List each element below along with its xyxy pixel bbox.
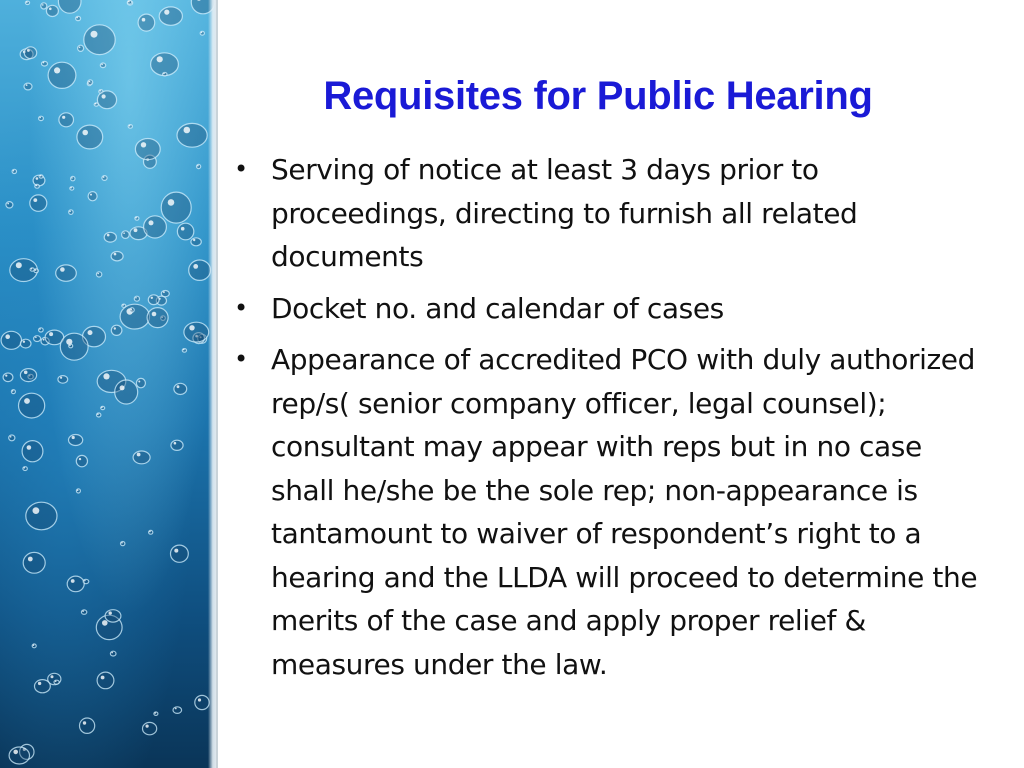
bubble-highlight (183, 349, 185, 351)
bubble-highlight (198, 698, 201, 701)
bubble-highlight (184, 127, 191, 134)
bubble (97, 672, 114, 689)
bubble-highlight (43, 62, 45, 64)
bubble-highlight (95, 103, 97, 105)
bubble (39, 175, 43, 178)
bubble-highlight (10, 436, 12, 438)
bubble-highlight (91, 31, 98, 38)
bubble-highlight (189, 325, 194, 330)
bubble-highlight (111, 652, 113, 654)
bubble-highlight (60, 377, 62, 379)
bullet-icon: • (234, 345, 248, 373)
bubble (41, 3, 47, 9)
bubble (59, 113, 74, 127)
bubble-highlight (89, 81, 91, 83)
bubble-highlight (146, 725, 149, 728)
bubble (111, 325, 122, 335)
bubble (30, 195, 47, 211)
bubble (67, 576, 84, 592)
panel-divider (216, 0, 218, 768)
bubble (6, 202, 13, 208)
bubble-highlight (114, 253, 117, 256)
bubble (54, 680, 59, 684)
bubble (76, 455, 87, 466)
bubble-highlight (49, 8, 52, 11)
bubble (130, 308, 134, 313)
bubble-highlight (193, 264, 198, 269)
bullet-text: Serving of notice at least 3 days prior to proceedings, directing to furnish all related documents (271, 153, 858, 273)
bubble-highlight (107, 234, 110, 237)
bubble (22, 441, 43, 462)
bubble (122, 304, 126, 307)
bubble (134, 296, 139, 301)
bubble (56, 265, 77, 281)
bubble (163, 73, 167, 76)
bubble (96, 272, 101, 277)
panel-edge-highlight (208, 0, 216, 768)
bubble (3, 373, 13, 382)
bubble (24, 83, 32, 90)
bubble (26, 502, 57, 530)
bubble-highlight (123, 232, 125, 234)
bubble (71, 176, 75, 180)
bubble (161, 291, 169, 297)
bubble-highlight (181, 227, 185, 231)
bullet-item (234, 148, 986, 279)
bubble-highlight (121, 542, 123, 544)
bullet-text: Docket no. and calendar of cases (271, 291, 724, 325)
bubble (58, 376, 68, 384)
bubble (88, 80, 93, 85)
bubble (110, 651, 116, 656)
bubble-highlight (141, 142, 146, 147)
bubble (191, 238, 201, 246)
bubble-highlight (36, 177, 39, 180)
bubble-highlight (24, 467, 26, 469)
bubble-highlight (62, 116, 65, 119)
bubble (32, 644, 36, 648)
bubble (197, 164, 201, 168)
bubble-highlight (197, 165, 199, 167)
bubble (35, 184, 40, 188)
bubble (200, 31, 204, 35)
bubble-highlight (71, 579, 75, 583)
bubble (97, 91, 116, 109)
bubble (111, 252, 123, 261)
bullet-icon: • (234, 293, 248, 322)
bubble-highlight (101, 676, 105, 680)
bubble (69, 210, 73, 215)
bubble-highlight (13, 170, 15, 172)
bubble-highlight (164, 10, 169, 15)
bubble-highlight (72, 436, 75, 439)
bubble-highlight (129, 125, 131, 127)
bubble-highlight (43, 339, 45, 341)
bubble-highlight (60, 267, 65, 272)
bubble-highlight (24, 398, 30, 404)
bubble (12, 169, 16, 173)
bubble-highlight (174, 442, 177, 445)
bubble-highlight (97, 273, 99, 275)
bubble-highlight (55, 681, 57, 683)
bubble-highlight (82, 130, 88, 136)
bubble-highlight (152, 312, 157, 317)
bubble-highlight (120, 385, 125, 390)
bubble-highlight (151, 297, 153, 299)
bubble-highlight (149, 220, 154, 225)
slide-title: Requisites for Public Hearing (323, 74, 873, 118)
bubble (42, 61, 48, 66)
bubble-highlight (39, 117, 41, 119)
bubble-highlight (35, 337, 37, 339)
bubble-highlight (69, 345, 71, 347)
bubble (154, 712, 158, 715)
bubble-highlight (177, 385, 180, 388)
bubble-highlight (130, 308, 132, 310)
bubble (76, 16, 81, 20)
bubble (46, 5, 58, 16)
bubble (35, 680, 51, 693)
bubble (159, 7, 182, 25)
bubble-highlight (135, 217, 137, 219)
bubble-highlight (193, 239, 195, 241)
bubble-highlight (27, 49, 30, 52)
bubble-highlight (5, 334, 10, 339)
bubble-highlight (33, 507, 40, 514)
bubble-highlight (69, 211, 71, 213)
bubble (23, 552, 45, 573)
bubble (76, 489, 80, 493)
bubble (177, 123, 207, 147)
bubble (97, 413, 101, 417)
bubble (11, 390, 15, 394)
bullet-icon: • (234, 155, 248, 183)
bubble (121, 542, 125, 546)
bubble-highlight (201, 32, 203, 34)
bubble-highlight (157, 56, 163, 62)
bubble-highlight (163, 73, 165, 75)
bubble (144, 216, 167, 238)
bubble (30, 268, 34, 271)
bubble (25, 1, 29, 4)
bubble (69, 344, 73, 348)
bubble-highlight (16, 262, 22, 268)
bubble-highlight (28, 557, 33, 562)
bubble-highlight (12, 390, 14, 392)
bubble-highlight (36, 185, 38, 187)
bubble-highlight (122, 304, 124, 306)
bubble-highlight (83, 721, 86, 724)
bubble (143, 722, 157, 734)
bubble-highlight (42, 4, 44, 6)
bubble (104, 232, 116, 242)
bubble (48, 62, 76, 88)
bubble-highlight (82, 610, 84, 612)
bubble-highlight (102, 620, 108, 626)
bubble (161, 192, 191, 223)
bubble-highlight (138, 381, 140, 383)
bubble-highlight (137, 453, 141, 457)
bubble-highlight (149, 531, 151, 533)
bubble (24, 47, 36, 59)
bubble (115, 380, 138, 404)
bubble-highlight (77, 489, 79, 491)
bubble (9, 435, 15, 441)
bubble-highlight (23, 341, 25, 343)
bubble (60, 333, 88, 360)
bullet-item (234, 338, 986, 686)
bubble-highlight (174, 549, 178, 553)
bubble (20, 339, 31, 348)
bubble-highlight (76, 17, 78, 19)
bubble (78, 45, 84, 51)
bubble (84, 25, 115, 55)
bubble-highlight (101, 407, 103, 409)
bubble-highlight (26, 84, 28, 86)
bubble (177, 223, 193, 240)
bubble (39, 116, 44, 120)
bubble-highlight (102, 94, 106, 98)
bubble (128, 0, 132, 4)
bubble (58, 0, 81, 13)
bubble (174, 383, 187, 394)
bubble (23, 467, 27, 471)
bubble-highlight (39, 328, 41, 330)
bubble (138, 14, 155, 31)
bubble (171, 545, 189, 562)
bubble-highlight (33, 198, 37, 202)
bubble-highlight (88, 330, 93, 335)
bubble (105, 610, 121, 622)
bubble-highlight (71, 177, 73, 179)
bubble (88, 192, 97, 201)
bubble-highlight (109, 611, 112, 614)
bubble-highlight (54, 67, 60, 73)
bullet-item (234, 287, 986, 331)
bubble (173, 707, 182, 714)
bubble-highlight (49, 332, 53, 336)
bubble-highlight (90, 194, 92, 196)
bubble (149, 530, 153, 534)
bubble-highlight (114, 327, 116, 329)
bubble (136, 378, 145, 387)
bubble (34, 336, 41, 342)
bubble-highlight (154, 712, 156, 714)
bubble-highlight (13, 750, 18, 755)
bubble-highlight (51, 675, 54, 678)
bubble-highlight (97, 413, 99, 415)
bullet-list (234, 148, 986, 694)
bubble-highlight (70, 187, 72, 189)
bullet-text: Appearance of accredited PCO with duly authorized rep/s( senior company officer, legal counsel); consultant may appear with reps but in no case shall he/she be the sole rep; non-appearance is tantamount to waiver of respondent’s right to a hearing and the LLDA will proceed to determine the merits of the case and apply proper relief & measures under the law. (271, 343, 978, 681)
bubble-highlight (134, 228, 138, 232)
water-bubbles-image (0, 0, 216, 768)
bubble-highlight (103, 176, 105, 178)
bubble (128, 125, 132, 129)
bubble (19, 393, 45, 418)
bubble-highlight (99, 90, 101, 92)
bubble (69, 435, 83, 446)
bubble-highlight (142, 18, 146, 22)
bubble (102, 176, 107, 181)
bubble (77, 125, 103, 149)
bubble-highlight (135, 297, 137, 299)
bubble-highlight (7, 203, 9, 205)
bubble (39, 328, 44, 332)
bubble (1, 331, 21, 349)
bubble (133, 451, 150, 464)
bubble (70, 187, 74, 190)
bubble-highlight (128, 1, 130, 3)
bubble-highlight (84, 580, 86, 582)
bubble (81, 610, 86, 614)
bubble-highlight (24, 371, 28, 375)
bubble (120, 304, 149, 329)
bubble-highlight (33, 644, 35, 646)
bubble (148, 295, 159, 305)
bubble-highlight (175, 708, 177, 710)
bubble-highlight (40, 175, 42, 177)
bubble-highlight (101, 64, 103, 66)
bubble-highlight (27, 445, 32, 450)
bubble-highlight (79, 458, 81, 460)
bubble (184, 322, 209, 342)
bubble (80, 718, 95, 733)
bubble-highlight (79, 47, 81, 49)
bubble-highlight (38, 682, 41, 685)
bubble (20, 369, 36, 382)
bubble (122, 231, 130, 239)
bubble-highlight (168, 199, 175, 206)
bubble-highlight (26, 1, 28, 3)
bubble (147, 308, 168, 328)
bubble-highlight (31, 268, 33, 270)
bubbles-graphic (0, 0, 216, 768)
bubble (135, 217, 139, 221)
bubble-highlight (5, 375, 7, 377)
bubble (171, 440, 183, 450)
bubble-highlight (103, 373, 109, 379)
bubble (100, 63, 105, 68)
bubble (182, 349, 186, 353)
bubble-highlight (163, 291, 165, 293)
bubble (9, 747, 29, 764)
bubble (135, 139, 160, 160)
